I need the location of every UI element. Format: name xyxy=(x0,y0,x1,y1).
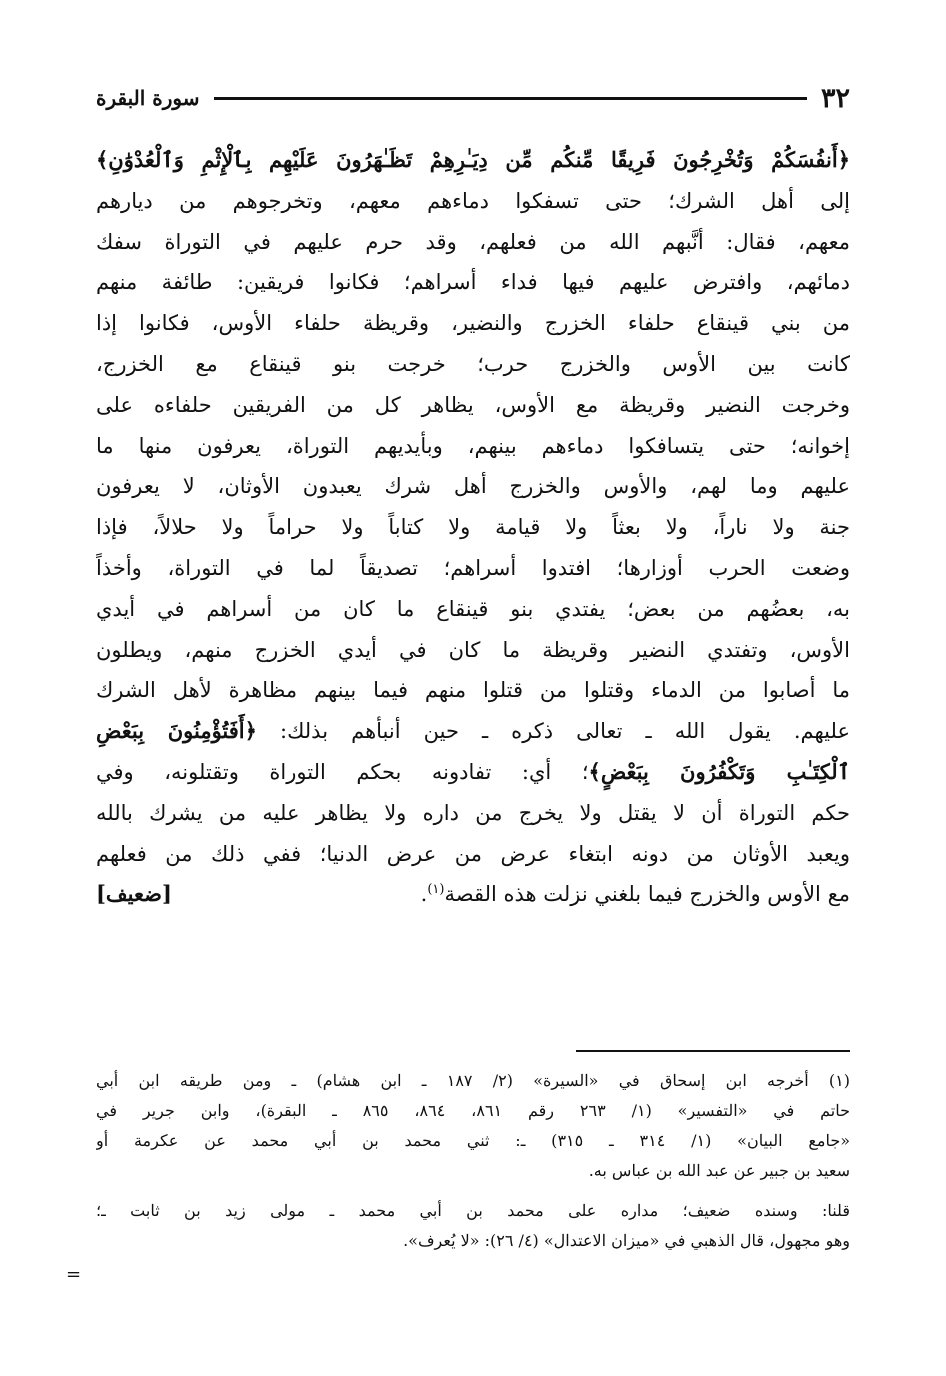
text-line: جنة ولا ناراً، ولا بعثاً ولا قيامة ولا كتاباً ولا حراماً ولا حلالاً، فإذا xyxy=(96,515,850,540)
text-line: به، بعضُهم من بعض؛ يفتدي بنو قينقاع ما كان من أسراهم في أيدي xyxy=(96,596,850,621)
continuation-mark: = xyxy=(66,1264,82,1285)
text-line: الأوس، وتفتدي النضير وقريظة ما كان في أيدي الخزرج منهم، ويطلون xyxy=(96,637,850,662)
footnote-line: حاتم في «التفسير» (١/ ٢٦٣ رقم ٨٦١، ٨٦٤، ٨٦٥ ـ البقرة)، وابن جرير في xyxy=(96,1101,850,1120)
main-text xyxy=(96,140,850,915)
text-line xyxy=(96,874,850,915)
surah-name: سورة البقرة xyxy=(96,86,200,110)
text-segment: ؛ أي: تفادونه بحكم التوراة وتقتلونه، وفي xyxy=(96,759,589,784)
text-line xyxy=(96,711,850,752)
text-line: إخوانه؛ حتى يتسافكوا دماءهم بينهم، وبأيديهم التوراة، يعرفون منها ما xyxy=(96,433,850,458)
quran-quote: ﴿أَفَتُؤْمِنُونَ بِبَعْضِ xyxy=(96,718,257,744)
text-line: معهم، فقال: أنَّبهم الله من فعلهم، وقد حرم عليهم في التوراة سفك xyxy=(96,229,850,254)
text-line: كانت بين الأوس والخزرج حرب؛ خرجت بنو قينقاع مع الخزرج، xyxy=(96,351,850,376)
sentence-end: . xyxy=(420,882,428,907)
hadith-grade-label: [ضعيف] xyxy=(96,881,172,907)
quran-quote: ٱلْكِتَـٰبِ وَتَكْفُرُونَ بِبَعْضٍ﴾ xyxy=(588,758,850,784)
text-line: دمائهم، وافترض عليهم فيها فداء أسراهم؛ فكانوا فريقين: طائفة منهم xyxy=(96,270,850,295)
quran-verse-line: ﴿أَنفُسَكُمْ وَتُخْرِجُونَ فَرِيقًا مِّنكُم مِّن دِيَـٰرِهِمْ تَظَـٰهَرُونَ عَلَيْهِم بِٱلْإِثْمِ وَٱلْعُدْوَٰنِ﴾ xyxy=(96,147,850,172)
text-line: إلى أهل الشرك؛ حتى تسفكوا دماءهم معهم، وتخرجوهم من ديارهم xyxy=(96,188,850,213)
text-line: ويعبد الأوثان من دونه ابتغاء عرض من عرض الدنيا؛ ففي ذلك من فعلهم xyxy=(96,841,850,866)
text-line: من بني قينقاع حلفاء الخزرج والنضير، وقريظة حلفاء الأوس، فكانوا إذا xyxy=(96,311,850,336)
text-line: ما أصابوا من الدماء وقتلوا من قتلوا منهم فيما بينهم مظاهرة لأهل الشرك xyxy=(96,678,850,703)
text-line: وخرجت النضير وقريظة مع الأوس، يظاهر كل من الفريقين حلفاءه على xyxy=(96,392,850,417)
footnote-separator xyxy=(576,1050,850,1052)
text-line: وضعت الحرب أوزارها؛ افتدوا أسراهم؛ تصديقاً لما في التوراة، وأخذاً xyxy=(96,555,850,580)
footnotes xyxy=(96,1066,850,1256)
footnote-gap xyxy=(96,1186,850,1196)
header-rule xyxy=(214,97,807,100)
footnote-line: قلنا: وسنده ضعيف؛ مداره على محمد بن أبي محمد ـ مولى زيد بن ثابت ـ؛ xyxy=(96,1201,850,1220)
footnote-line: وهو مجهول، قال الذهبي في «ميزان الاعتدال» (٤/ ٢٦): «لا يُعرف». xyxy=(403,1231,850,1250)
text-segment: مع الأوس والخزرج فيما بلغني نزلت هذه القصة xyxy=(444,882,850,907)
text-line: حكم التوراة أن لا يقتل ولا يخرج من داره ولا يظاهر عليه من يشرك بالله xyxy=(96,800,850,825)
text-segment: عليهم. يقول الله ـ تعالى ذكره ـ حين أنبأهم بذلك: xyxy=(256,719,850,744)
footnote-line: «جامع البيان» (١/ ٣١٤ ـ ٣١٥) ـ: ثني محمد بن أبي محمد عن عكرمة أو xyxy=(96,1131,850,1150)
text-line: عليهم وما لهم، والأوس والخزرج أهل شرك يعبدون الأوثان، لا يعرفون xyxy=(96,474,850,499)
footnote-line: (١) أخرجه ابن إسحاق في «السيرة» (٢/ ١٨٧ ـ ابن هشام) ـ ومن طريقه ابن أبي xyxy=(96,1071,850,1090)
text-line xyxy=(96,752,850,793)
page-number: ٣٢ xyxy=(820,82,850,114)
footnote-line: سعيد بن جبير عن عبد الله بن عباس به. xyxy=(588,1161,850,1180)
page-header xyxy=(96,80,850,116)
footnote-reference: (١) xyxy=(427,882,445,898)
